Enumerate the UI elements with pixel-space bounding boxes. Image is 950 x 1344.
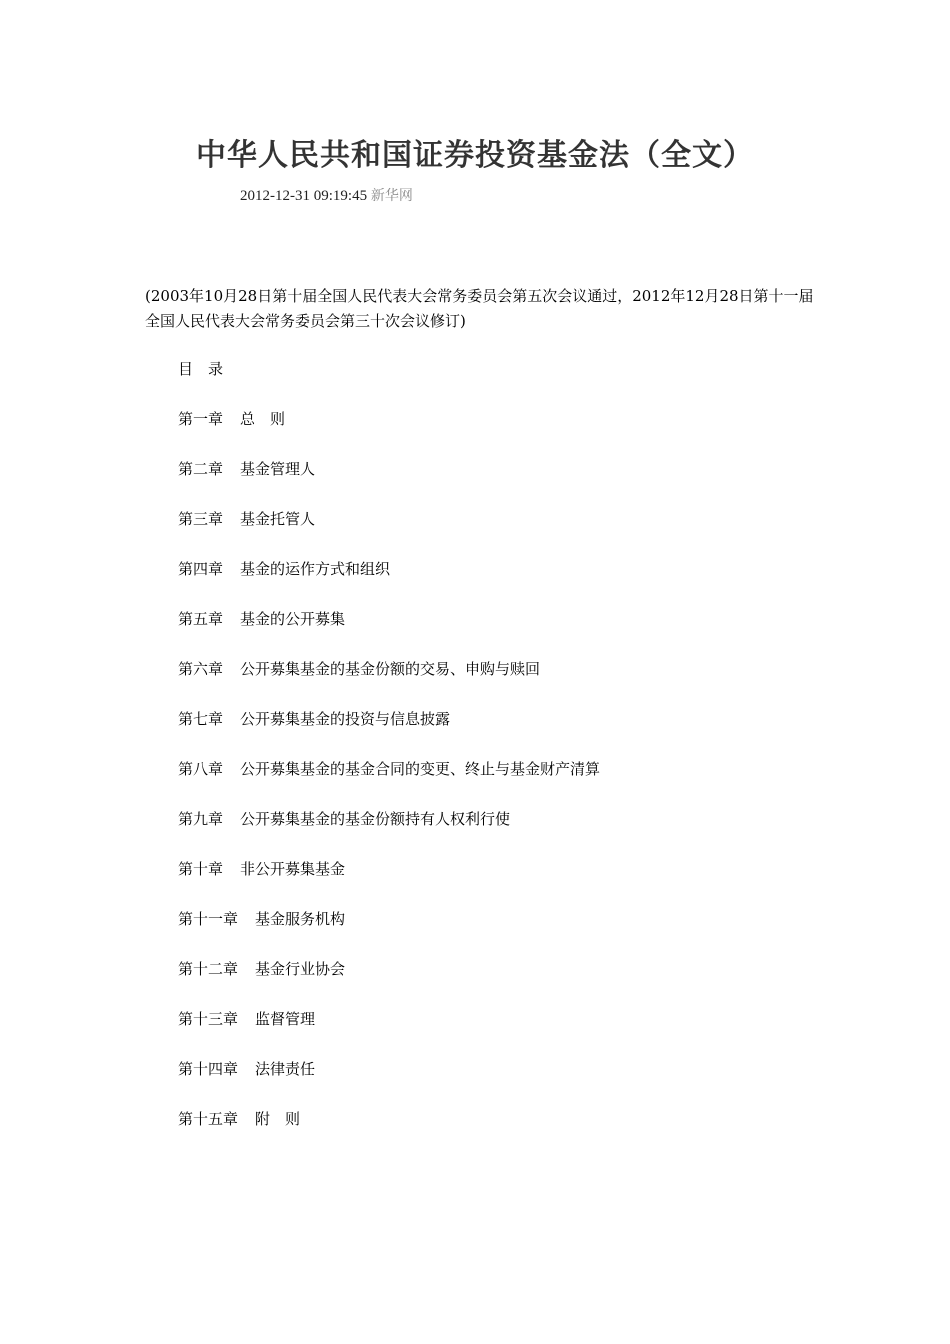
chapter-number: 第十五章 xyxy=(178,1110,239,1128)
publish-date: 2012-12-31 09:19:45 xyxy=(240,188,368,204)
chapter-title: 基金托管人 xyxy=(240,510,316,528)
chapter-number: 第六章 xyxy=(178,660,224,678)
source-link[interactable]: 新华网 xyxy=(370,188,413,204)
toc-item xyxy=(178,708,818,758)
toc-item xyxy=(178,808,818,858)
chapter-number: 第九章 xyxy=(178,810,224,828)
document-title: 中华人民共和国证券投资基金法（全文） xyxy=(196,138,754,173)
chapter-title: 监督管理 xyxy=(255,1010,316,1028)
toc-item xyxy=(178,1008,818,1058)
publish-meta xyxy=(240,185,413,205)
toc-item xyxy=(178,858,818,908)
adoption-note: (2003年10月28日第十届全国人民代表大会常务委员会第五次会议通过，2012年12月28日第十一届全国人民代表大会常务委员会第三十次会议修订) xyxy=(145,287,814,330)
chapter-title: 基金服务机构 xyxy=(255,910,346,928)
toc-item xyxy=(178,1108,818,1158)
chapter-number: 第四章 xyxy=(178,560,224,578)
chapter-title: 基金管理人 xyxy=(240,460,316,478)
chapter-number: 第八章 xyxy=(178,760,224,778)
toc-item xyxy=(178,1058,818,1108)
chapter-number: 第十三章 xyxy=(178,1010,239,1028)
chapter-number: 第七章 xyxy=(178,710,224,728)
chapter-number: 第三章 xyxy=(178,510,224,528)
chapter-title: 公开募集基金的基金份额的交易、申购与赎回 xyxy=(240,660,541,678)
toc-heading: 目 录 xyxy=(178,360,224,378)
chapter-title: 公开募集基金的投资与信息披露 xyxy=(240,710,451,728)
toc-item xyxy=(178,758,818,808)
toc-item xyxy=(178,608,818,658)
chapter-title: 附 则 xyxy=(255,1110,301,1128)
chapter-number: 第十四章 xyxy=(178,1060,239,1078)
chapter-title: 总 则 xyxy=(240,410,286,428)
toc-item xyxy=(178,408,818,458)
chapter-number: 第五章 xyxy=(178,610,224,628)
chapter-title: 法律责任 xyxy=(255,1060,316,1078)
toc-item xyxy=(178,908,818,958)
chapter-number: 第十一章 xyxy=(178,910,239,928)
chapter-title: 公开募集基金的基金合同的变更、终止与基金财产清算 xyxy=(240,760,601,778)
table-of-contents xyxy=(178,358,818,1158)
chapter-title: 非公开募集基金 xyxy=(240,860,346,878)
toc-item xyxy=(178,658,818,708)
chapter-number: 第十二章 xyxy=(178,960,239,978)
chapter-number: 第十章 xyxy=(178,860,224,878)
toc-item xyxy=(178,508,818,558)
chapter-title: 基金的公开募集 xyxy=(240,610,346,628)
chapter-title: 基金的运作方式和组织 xyxy=(240,560,391,578)
toc-item xyxy=(178,558,818,608)
toc-item xyxy=(178,458,818,508)
chapter-title: 公开募集基金的基金份额持有人权利行使 xyxy=(240,810,511,828)
chapter-number: 第二章 xyxy=(178,460,224,478)
chapter-title: 基金行业协会 xyxy=(255,960,346,978)
toc-item xyxy=(178,958,818,1008)
chapter-number: 第一章 xyxy=(178,410,224,428)
